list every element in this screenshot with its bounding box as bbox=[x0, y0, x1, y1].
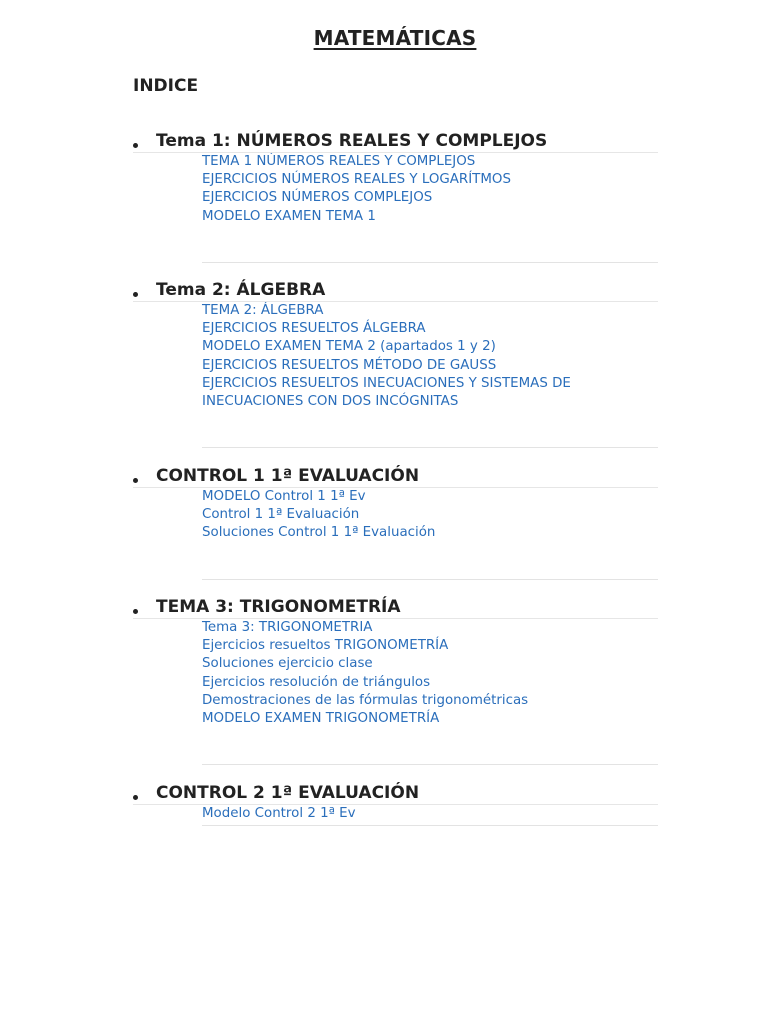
document-link[interactable]: MODELO EXAMEN TEMA 2 (apartados 1 y 2) bbox=[202, 339, 496, 355]
bullet-icon bbox=[133, 609, 138, 614]
divider bbox=[202, 262, 658, 263]
link-list bbox=[133, 619, 658, 728]
bullet-icon bbox=[133, 292, 138, 297]
bullet-icon bbox=[133, 478, 138, 483]
document-link[interactable]: MODELO EXAMEN TEMA 1 bbox=[202, 208, 376, 224]
section-header bbox=[133, 782, 658, 805]
divider bbox=[202, 825, 658, 826]
page-title: MATEMÁTICAS bbox=[313, 26, 477, 50]
link-list bbox=[133, 805, 658, 823]
document-link[interactable]: MODELO Control 1 1ª Ev bbox=[202, 489, 366, 504]
document-link[interactable]: TEMA 1 NÚMEROS REALES Y COMPLEJOS bbox=[202, 154, 476, 169]
section-control-2 bbox=[133, 782, 658, 826]
link-list bbox=[133, 488, 658, 543]
divider bbox=[202, 447, 658, 448]
section-tema-3 bbox=[133, 596, 658, 765]
document-link[interactable]: Soluciones Control 1 1ª Evaluación bbox=[202, 525, 436, 541]
section-header bbox=[133, 130, 658, 153]
bullet-icon bbox=[133, 795, 138, 800]
document-link[interactable]: Ejercicios resolución de triángulos bbox=[202, 674, 431, 690]
section-control-1 bbox=[133, 465, 658, 580]
section-header bbox=[133, 465, 658, 488]
divider bbox=[202, 579, 658, 580]
divider bbox=[202, 764, 658, 765]
link-list bbox=[133, 302, 658, 411]
document-link[interactable]: EJERCICIOS NÚMEROS REALES Y LOGARÍTMOS bbox=[202, 172, 511, 188]
link-list bbox=[133, 153, 658, 226]
document-link[interactable]: EJERCICIOS NÚMEROS COMPLEJOS bbox=[202, 190, 433, 206]
section-header bbox=[133, 279, 658, 302]
section-title: CONTROL 1 1ª EVALUACIÓN bbox=[156, 466, 420, 486]
bullet-icon bbox=[133, 143, 138, 148]
document-link[interactable]: MODELO EXAMEN TRIGONOMETRÍA bbox=[202, 711, 440, 727]
document-link[interactable]: EJERCICIOS RESUELTOS ÁLGEBRA bbox=[202, 321, 426, 337]
document-link[interactable]: Control 1 1ª Evaluación bbox=[202, 507, 360, 523]
document-link[interactable]: EJERCICIOS RESUELTOS INECUACIONES Y SISTEMAS DE INECUACIONES CON DOS INCÓGNITAS bbox=[202, 375, 571, 410]
document-link[interactable]: Tema 3: TRIGONOMETRIA bbox=[202, 620, 373, 635]
document-link[interactable]: Ejercicios resueltos TRIGONOMETRÍA bbox=[202, 638, 449, 654]
section-title: CONTROL 2 1ª EVALUACIÓN bbox=[156, 783, 420, 803]
document-link[interactable]: TEMA 2: ÁLGEBRA bbox=[202, 303, 324, 318]
document-link[interactable]: Demostraciones de las fórmulas trigonométricas bbox=[202, 692, 529, 708]
section-tema-1 bbox=[133, 130, 658, 263]
document-link[interactable]: Modelo Control 2 1ª Ev bbox=[202, 806, 356, 821]
section-title: Tema 1: NÚMEROS REALES Y COMPLEJOS bbox=[156, 131, 548, 151]
section-title: Tema 2: ÁLGEBRA bbox=[156, 280, 326, 300]
document-link[interactable]: EJERCICIOS RESUELTOS MÉTODO DE GAUSS bbox=[202, 357, 497, 373]
section-title: TEMA 3: TRIGONOMETRÍA bbox=[156, 597, 401, 617]
section-header bbox=[133, 596, 658, 619]
index-heading: INDICE bbox=[133, 76, 199, 96]
section-tema-2 bbox=[133, 279, 658, 448]
document-link[interactable]: Soluciones ejercicio clase bbox=[202, 656, 373, 672]
